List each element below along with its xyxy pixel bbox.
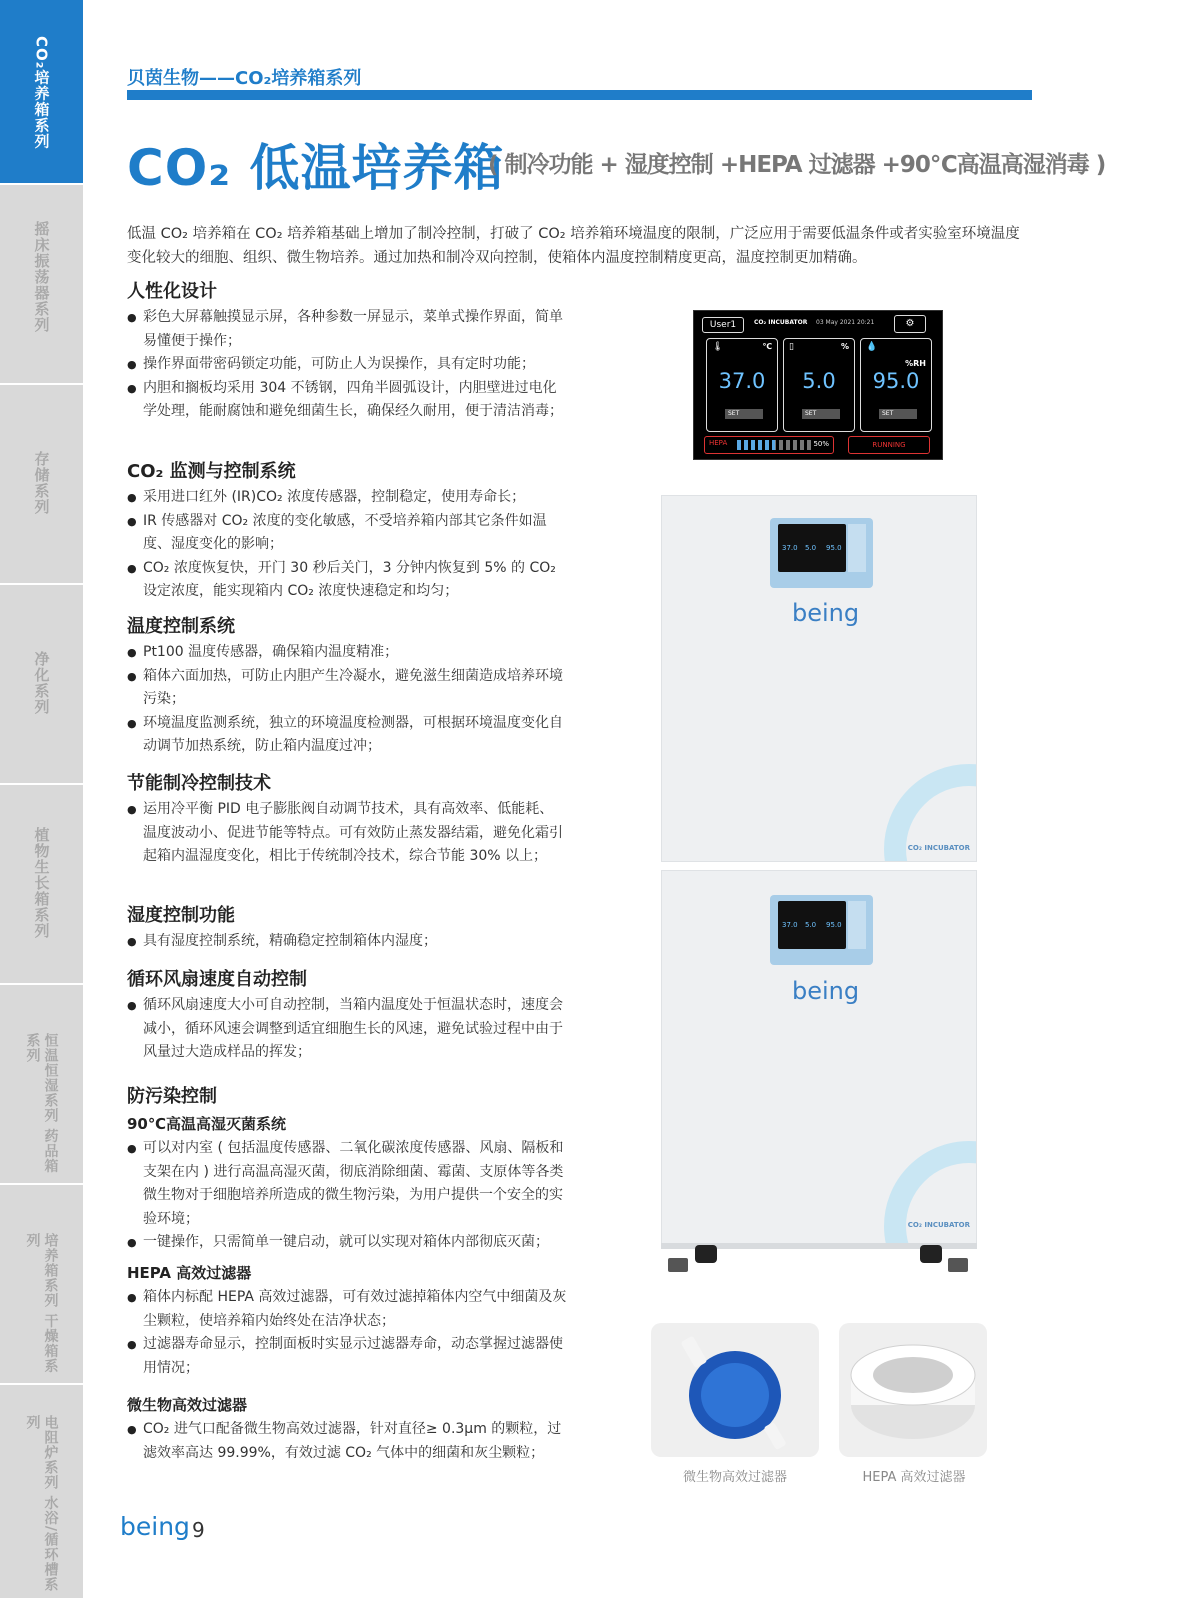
mini-display	[770, 895, 873, 965]
sidebar-tab-label: CO₂培养箱系列	[32, 36, 51, 150]
mini-bezel	[848, 524, 866, 572]
section-fan-speed	[127, 968, 567, 1065]
section-heading: 温度控制系统	[127, 616, 235, 637]
set-label: SET	[879, 409, 917, 419]
sidebar-tab-humidity-pharma[interactable]	[0, 985, 83, 1185]
mini-value: 5.0	[805, 921, 817, 929]
mini-screen	[778, 524, 846, 572]
touchscreen-display	[693, 310, 943, 460]
mini-value: 37.0	[782, 544, 798, 552]
incubator-upper-unit	[661, 495, 977, 862]
series-title: 贝茵生物——CO₂培养箱系列	[127, 68, 362, 89]
list-item: ● 环境温度监测系统，独立的环境温度检测器，可根据环境温度变化自动调节加热系统，防止箱内温度过冲；	[127, 712, 567, 759]
page-title: CO₂ 低温培养箱	[127, 139, 505, 197]
section-temperature	[127, 615, 567, 759]
list-item: ● 循环风扇速度大小可自动控制，当箱内温度处于恒温状态时，速度会减小，循环风速会调整到适宜细胞生长的风速，避免试验过程中由于风量过大造成样品的挥发；	[127, 994, 567, 1065]
mini-value: 5.0	[805, 544, 817, 552]
cabinet-label: CO₂ INCUBATOR	[907, 1221, 970, 1229]
list-item: ● IR 传感器对 CO₂ 浓度的变化敏感，不受培养箱内部其它条件如温度、湿度变化的影响；	[127, 510, 567, 557]
sidebar-tab-shaker[interactable]	[0, 185, 83, 385]
list-item: ● 采用进口红外 (IR)CO₂ 浓度传感器，控制稳定，使用寿命长；	[127, 486, 567, 510]
list-item: ● 具有湿度控制系统，精确稳定控制箱体内湿度；	[127, 930, 567, 954]
hepa-filter-icon	[839, 1323, 987, 1457]
hepa-label: HEPA	[709, 439, 728, 447]
list-item: ● 箱体六面加热，可防止内胆产生冷凝水，避免滋生细菌造成培养环境污染；	[127, 665, 567, 712]
section-co2-control	[127, 460, 567, 604]
humidity-value: 95.0	[872, 369, 920, 393]
section-hepa	[127, 1262, 567, 1380]
sidebar-tab-incubator-drying[interactable]	[0, 1185, 83, 1385]
mini-display	[770, 518, 873, 588]
gear-icon: ⚙	[894, 315, 926, 333]
unit-label: %	[840, 342, 849, 351]
set-label: SET	[725, 409, 763, 419]
caster-wheel	[920, 1245, 942, 1263]
brand-logo: being	[792, 599, 860, 627]
syringe-filter-icon	[651, 1323, 819, 1457]
incubator-lower-unit	[661, 870, 977, 1245]
section-design	[127, 280, 567, 424]
list-item: ● 一键操作，只需简单一键启动，就可以实现对箱体内部彻底灭菌；	[127, 1231, 567, 1255]
list-item: ● 彩色大屏幕触摸显示屏，各种参数一屏显示，菜单式操作界面，简单易懂便于操作；	[127, 306, 567, 353]
list-item: ● 运用冷平衡 PID 电子膨胀阀自动调节技术，具有高效率、低能耗、温度波动小、促进节能等特点。可有效防止蒸发器结霜，避免化霜引起箱内温湿度变化，相比于传统制冷技术，综合节能 30% 以上；	[127, 798, 567, 869]
caster-wheel	[695, 1245, 717, 1263]
photo-caption: HEPA 高效过滤器	[862, 1470, 966, 1485]
temperature-card	[706, 338, 778, 432]
hepa-filter-photo	[839, 1323, 987, 1457]
list-item: ● Pt100 温度传感器，确保箱内温度精准；	[127, 641, 567, 665]
sidebar-tab-label: 培养箱系列 干燥箱系列	[24, 1233, 59, 1374]
hepa-percent: 50%	[813, 440, 829, 448]
microbe-filter-photo	[651, 1323, 819, 1457]
unit-label: %RH	[905, 359, 926, 368]
unit-label: ℃	[762, 342, 772, 351]
water-drop-icon: 💧	[866, 342, 878, 352]
sidebar-tab-purification[interactable]	[0, 585, 83, 785]
list-item: ● CO₂ 浓度恢复快，开门 30 秒后关门，3 分钟内恢复到 5% 的 CO₂ 设定浓度，能实现箱内 CO₂ 浓度快速稳定和均匀；	[127, 557, 567, 604]
sidebar-tab-label: 摇床振荡器系列	[32, 221, 51, 333]
datetime: 03 May 2021 20:21	[816, 319, 875, 326]
hepa-life-bar	[704, 436, 834, 454]
mini-value: 37.0	[782, 921, 798, 929]
sidebar-tab-label: 电阻炉系列 水浴/循环槽系列	[24, 1415, 59, 1592]
hepa-fill	[737, 440, 775, 450]
temperature-value: 37.0	[718, 369, 766, 393]
sidebar-tab-co2-incubator[interactable]	[0, 0, 83, 185]
humidity-card	[860, 338, 932, 432]
section-heading: 节能制冷控制技术	[127, 773, 271, 794]
section-energy-cooling	[127, 772, 567, 869]
mini-bezel	[848, 901, 866, 949]
decor-ring	[884, 1141, 977, 1245]
photo-caption: 微生物高效过滤器	[682, 1470, 787, 1485]
set-label: SET	[802, 409, 840, 419]
sidebar-tab-label: 存储系列	[32, 451, 51, 515]
mini-value: 95.0	[826, 544, 842, 552]
leveling-foot	[668, 1258, 688, 1272]
section-contamination	[127, 1085, 567, 1255]
cabinet-label: CO₂ INCUBATOR	[907, 844, 970, 852]
list-item: ● 可以对内室 ( 包括温度传感器、二氧化碳浓度传感器、风扇、隔板和支架在内 ) 进行高温高湿灭菌，彻底消除细菌、霉菌、支原体等各类微生物对于细胞培养所造成的微生物污染，为用户提供一个安全的实验环境；	[127, 1137, 567, 1231]
mini-value: 95.0	[826, 921, 842, 929]
app-name: CO₂ INCUBATOR	[754, 319, 808, 326]
section-subheading: HEPA 高效过滤器	[127, 1264, 252, 1282]
sidebar-nav	[0, 0, 83, 1600]
sidebar-tab-furnace-bath[interactable]	[0, 1385, 83, 1600]
sidebar-tab-label: 净化系列	[32, 651, 51, 715]
list-item: ● 过滤器寿命显示，控制面板时实显示过滤器寿命，动态掌握过滤器使用情况；	[127, 1333, 567, 1380]
page-number: 9	[192, 1518, 205, 1542]
co2-cylinder-icon: ▯	[789, 342, 794, 352]
section-heading: 湿度控制功能	[127, 905, 235, 926]
list-item: ● 箱体内标配 HEPA 高效过滤器，可有效过滤掉箱体内空气中细菌及灰尘颗粒，使培养箱内始终处在洁净状态；	[127, 1286, 567, 1333]
brand-logo: being	[792, 977, 860, 1005]
sidebar-tab-label: 植物生长箱系列	[32, 827, 51, 939]
co2-value: 5.0	[802, 369, 836, 393]
sidebar-tab-label: 恒温恒湿系列 药品箱系列	[24, 1033, 59, 1174]
section-heading: 人性化设计	[127, 281, 217, 302]
thermometer-icon: 🌡	[712, 342, 724, 352]
intro-paragraph: 低温 CO₂ 培养箱在 CO₂ 培养箱基础上增加了制冷控制，打破了 CO₂ 培养箱环境温度的限制，广泛应用于需要低温条件或者实验室环境温度变化较大的细胞、组织、微生物培养。通过加热和制冷双向控制，使箱体内温度控制精度更高，温度控制更加精确。	[127, 226, 1020, 266]
user-badge: User1	[702, 317, 744, 333]
section-heading: 循环风扇速度自动控制	[127, 969, 307, 990]
section-subheading: 微生物高效过滤器	[127, 1396, 248, 1414]
header-divider	[127, 90, 1032, 100]
status-badge: RUNNING	[848, 436, 930, 454]
sidebar-tab-plant-growth[interactable]	[0, 785, 83, 985]
sidebar-tab-storage[interactable]	[0, 385, 83, 585]
section-heading: CO₂ 监测与控制系统	[127, 461, 296, 482]
footer-logo: being	[120, 1512, 190, 1541]
list-item: ● 内胆和搁板均采用 304 不锈钢，四角半圆弧设计，内胆壁进过电化学处理，能耐腐蚀和避免细菌生长，确保经久耐用，便于清洁消毒；	[127, 377, 567, 424]
list-item: ● CO₂ 进气口配备微生物高效过滤器，针对直径≥ 0.3μm 的颗粒，过滤效率高达 99.99%，有效过滤 CO₂ 气体中的细菌和灰尘颗粒；	[127, 1418, 567, 1465]
section-heading: 防污染控制	[127, 1086, 217, 1107]
page-subtitle: ( 制冷功能 + 湿度控制 +HEPA 过滤器 +90℃高温高湿消毒 )	[488, 152, 1106, 178]
section-subheading: 90℃高温高湿灭菌系统	[127, 1115, 287, 1133]
mini-screen	[778, 901, 846, 949]
leveling-foot	[948, 1258, 968, 1272]
section-microbe-filter	[127, 1394, 567, 1465]
list-item: ● 操作界面带密码锁定功能，可防止人为误操作，具有定时功能；	[127, 353, 567, 377]
section-humidity	[127, 904, 567, 954]
co2-card	[783, 338, 855, 432]
